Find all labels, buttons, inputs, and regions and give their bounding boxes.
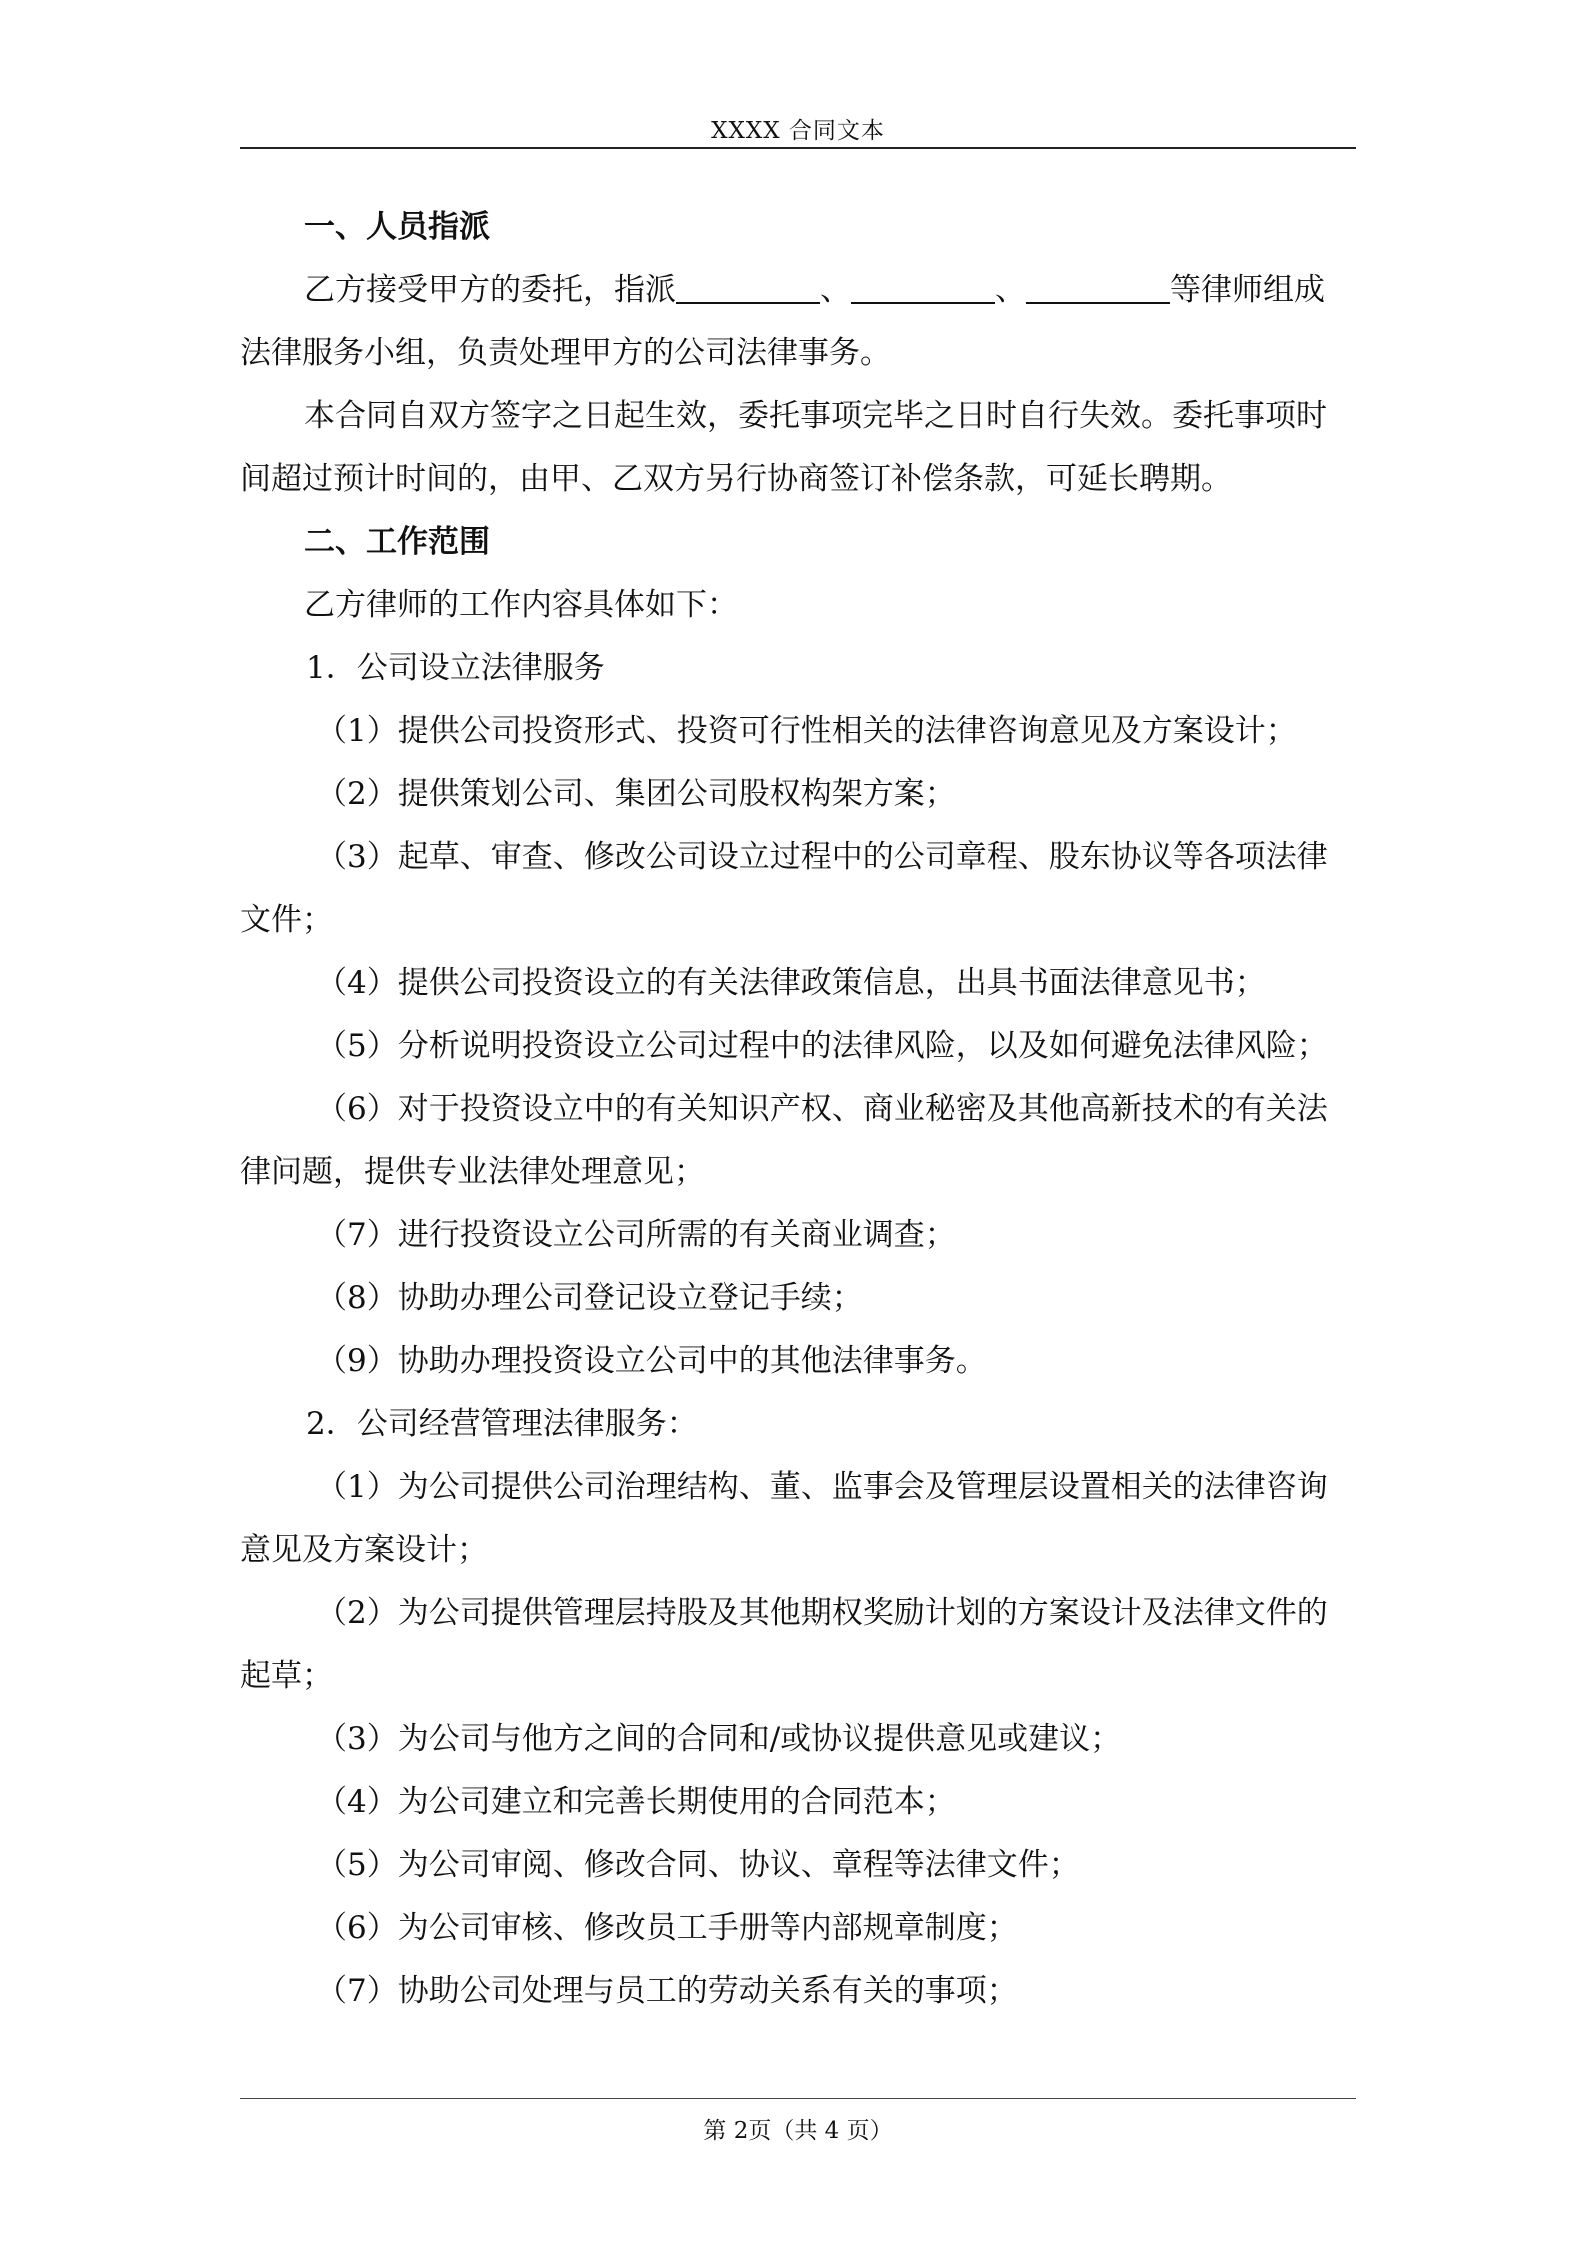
lawyer-name-blank-1	[676, 272, 820, 304]
list-item: （8）协助办理公司登记设立登记手续；	[316, 1280, 863, 1316]
header-divider	[240, 147, 1356, 149]
list-item: （3）为公司与他方之间的合同和/或协议提供意见或建议；	[316, 1721, 1122, 1757]
appointment-text-end: 等律师组成	[1170, 272, 1325, 308]
list-item: （2）提供策划公司、集团公司股权构架方案；	[316, 776, 956, 812]
list-item: （3）起草、审查、修改公司设立过程中的公司章程、股东协议等各项法律	[316, 839, 1328, 875]
paragraph-scope-intro: 乙方律师的工作内容具体如下：	[304, 587, 738, 623]
paragraph-appointment	[240, 259, 1356, 322]
list-item: （5）分析说明投资设立公司过程中的法律风险，以及如何避免法律风险；	[316, 1028, 1328, 1064]
list-item: （7）协助公司处理与员工的劳动关系有关的事项；	[316, 1973, 1018, 2009]
page-number: 第 2页（共 4 页）	[703, 2118, 893, 2144]
separator: 、	[995, 272, 1026, 308]
paragraph-validity-cont: 间超过预计时间的，由甲、乙双方另行协商签订补偿条款，可延长聘期。	[240, 461, 1232, 497]
footer-divider	[240, 2098, 1356, 2099]
item-title-management: 2．公司经营管理法律服务：	[306, 1406, 698, 1442]
list-item: （6）为公司审核、修改员工手册等内部规章制度；	[316, 1910, 1018, 1946]
paragraph-validity: 本合同自双方签字之日起生效，委托事项完毕之日时自行失效。委托事项时	[304, 398, 1327, 434]
document-body	[240, 196, 1356, 2023]
lawyer-name-blank-2	[851, 272, 995, 304]
section-heading-personnel: 一、人员指派	[304, 209, 490, 245]
list-item: （1）为公司提供公司治理结构、董、监事会及管理层设置相关的法律咨询	[316, 1469, 1328, 1505]
list-item: （9）协助办理投资设立公司中的其他法律事务。	[316, 1343, 987, 1379]
lawyer-name-blank-3	[1026, 272, 1170, 304]
document-header: XXXX 合同文本	[711, 118, 885, 144]
list-item: （7）进行投资设立公司所需的有关商业调查；	[316, 1217, 956, 1253]
list-item: （2）为公司提供管理层持股及其他期权奖励计划的方案设计及法律文件的	[316, 1595, 1328, 1631]
list-item: （1）提供公司投资形式、投资可行性相关的法律咨询意见及方案设计；	[316, 713, 1297, 749]
list-item-cont: 律问题，提供专业法律处理意见；	[240, 1154, 705, 1190]
list-item: （5）为公司审阅、修改合同、协议、章程等法律文件；	[316, 1847, 1080, 1883]
list-item: （4）提供公司投资设立的有关法律政策信息，出具书面法律意见书；	[316, 965, 1266, 1001]
list-item-cont: 文件；	[240, 902, 333, 938]
appointment-text-start: 乙方接受甲方的委托，指派	[304, 272, 676, 308]
list-item-cont: 起草；	[240, 1658, 333, 1694]
paragraph-appointment-cont: 法律服务小组，负责处理甲方的公司法律事务。	[240, 335, 891, 371]
section-heading-scope: 二、工作范围	[304, 524, 490, 560]
item-title-company-setup: 1．公司设立法律服务	[306, 650, 605, 686]
list-item: （4）为公司建立和完善长期使用的合同范本；	[316, 1784, 956, 1820]
list-item-cont: 意见及方案设计；	[240, 1532, 488, 1568]
separator: 、	[820, 272, 851, 308]
list-item: （6）对于投资设立中的有关知识产权、商业秘密及其他高新技术的有关法	[316, 1091, 1328, 1127]
